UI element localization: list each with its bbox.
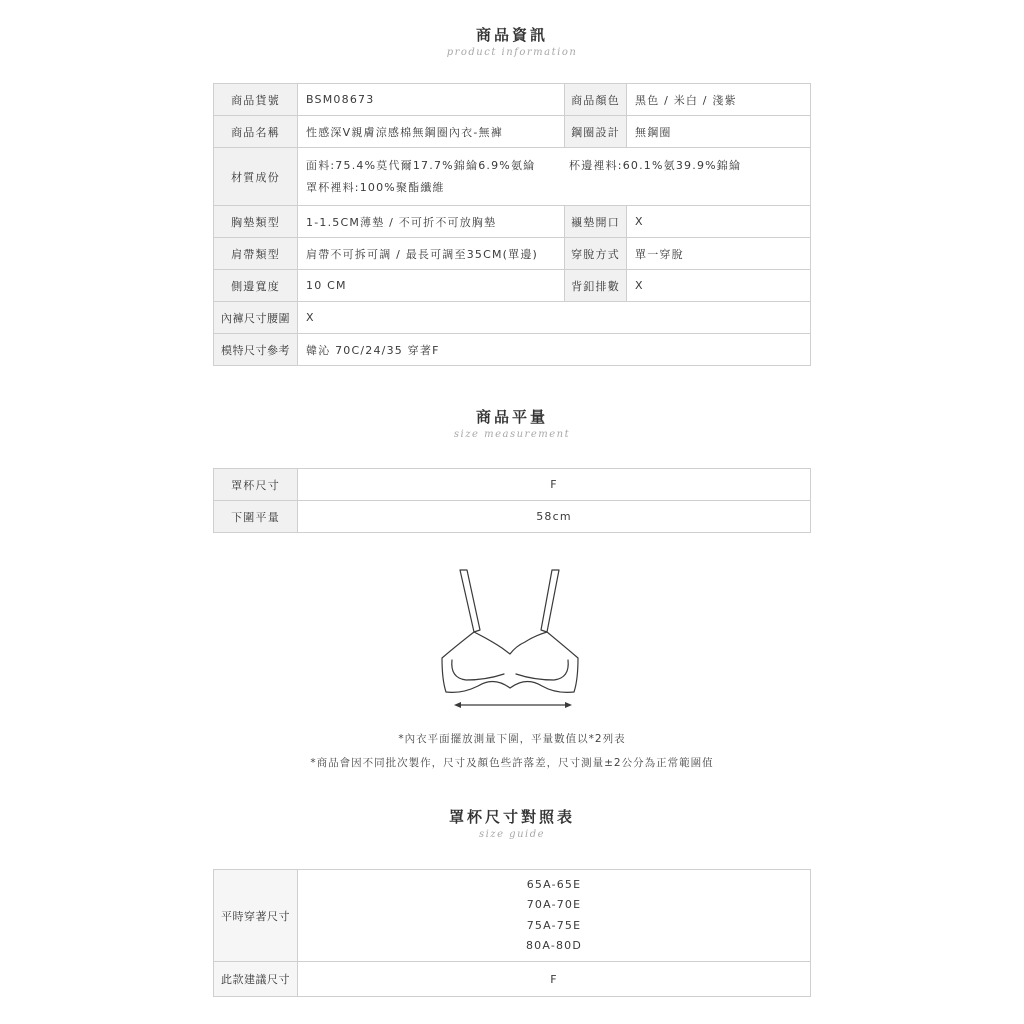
list-item: 80A-80D bbox=[525, 939, 583, 952]
table-row bbox=[214, 501, 811, 533]
table-row bbox=[214, 84, 811, 116]
row-value: 10 CM bbox=[298, 270, 565, 302]
product-info-table bbox=[213, 83, 811, 366]
row-label: 穿脫方式 bbox=[565, 238, 627, 270]
row-label: 罩杯尺寸 bbox=[214, 469, 298, 501]
row-label: 內褲尺寸腰圍 bbox=[214, 302, 298, 334]
list-item: 65A-65E bbox=[526, 877, 582, 891]
table-row bbox=[214, 870, 811, 962]
row-value: X bbox=[298, 302, 811, 334]
size-guide-table bbox=[213, 869, 811, 997]
row-value: F bbox=[298, 469, 811, 501]
row-label: 商品名稱 bbox=[214, 116, 298, 148]
product-info-title: 商品資訊 bbox=[475, 26, 548, 44]
list-item: 75A-75E bbox=[526, 918, 582, 932]
row-label: 模特尺寸參考 bbox=[214, 334, 298, 366]
row-label: 下圍平量 bbox=[214, 501, 298, 533]
left-cup-line bbox=[452, 660, 504, 680]
row-label: 商品顏色 bbox=[565, 84, 627, 116]
row-value: 性感深V親膚涼感棉無鋼圈內衣-無褲 bbox=[298, 116, 565, 148]
table-row bbox=[214, 116, 811, 148]
table-row bbox=[214, 962, 811, 997]
table-row bbox=[214, 148, 811, 206]
size-guide-title: 罩杯尺寸對照表 bbox=[448, 808, 575, 826]
measurement-table bbox=[213, 468, 811, 533]
table-row bbox=[214, 469, 811, 501]
row-value: 無鋼圈 bbox=[627, 116, 811, 148]
row-label: 側邊寬度 bbox=[214, 270, 298, 302]
measurement-note-1: *內衣平面擺放測量下圍，平量數值以*2列表 bbox=[398, 733, 626, 745]
product-info-heading bbox=[0, 24, 1024, 58]
row-value: 黑色 / 米白 / 淺紫 bbox=[627, 84, 811, 116]
left-strap bbox=[460, 570, 480, 632]
measurement-subtitle: size measurement bbox=[453, 429, 571, 440]
fabric-text: 面料:75.4%莫代爾17.7%錦綸6.9%氨綸 bbox=[306, 158, 536, 172]
bra-body bbox=[442, 632, 578, 692]
table-row bbox=[214, 270, 811, 302]
table-row bbox=[214, 302, 811, 334]
list-item: 70A-70E bbox=[526, 898, 582, 911]
bra-illustration bbox=[430, 568, 590, 713]
product-info-subtitle: product information bbox=[446, 47, 578, 58]
row-value: X bbox=[627, 206, 811, 238]
row-label: 鋼圈設計 bbox=[565, 116, 627, 148]
row-label: 材質成份 bbox=[214, 148, 298, 206]
measurement-title: 商品平量 bbox=[475, 408, 548, 426]
measurement-note-2: *商品會因不同批次製作，尺寸及顏色些許落差，尺寸測量±2公分為正常範圍值 bbox=[310, 757, 714, 769]
right-cup-line bbox=[516, 660, 568, 680]
row-label: 肩帶類型 bbox=[214, 238, 298, 270]
row-value: X bbox=[627, 270, 811, 302]
material-line bbox=[306, 155, 802, 177]
row-label: 商品貨號 bbox=[214, 84, 298, 116]
right-strap bbox=[541, 570, 559, 632]
row-value: 58cm bbox=[298, 501, 811, 533]
measure-arrow bbox=[454, 702, 572, 708]
cup-edge-lining-text: 杯邊裡料:60.1%氨39.9%錦綸 bbox=[569, 158, 742, 172]
measurement-heading bbox=[0, 406, 1024, 440]
row-value: F bbox=[298, 962, 811, 997]
row-value: BSM08673 bbox=[298, 84, 565, 116]
size-guide-heading bbox=[0, 806, 1024, 840]
row-value: 肩帶不可拆可調 / 最長可調至35CM(單邊) bbox=[298, 238, 565, 270]
usual-size-list bbox=[298, 870, 811, 962]
material-value bbox=[298, 148, 811, 206]
table-row bbox=[214, 238, 811, 270]
row-label: 胸墊類型 bbox=[214, 206, 298, 238]
size-guide-subtitle: size guide bbox=[478, 829, 546, 840]
row-label: 此款建議尺寸 bbox=[214, 962, 298, 997]
row-label: 背釦排數 bbox=[565, 270, 627, 302]
row-label: 襯墊開口 bbox=[565, 206, 627, 238]
cup-lining-text: 罩杯裡料:100%聚酯纖維 bbox=[306, 180, 445, 194]
row-value: 單一穿脫 bbox=[627, 238, 811, 270]
row-value: 韓沁 70C/24/35 穿著F bbox=[298, 334, 811, 366]
row-label: 平時穿著尺寸 bbox=[214, 870, 298, 962]
row-value: 1-1.5CM薄墊 / 不可折不可放胸墊 bbox=[298, 206, 565, 238]
table-row bbox=[214, 334, 811, 366]
table-row bbox=[214, 206, 811, 238]
